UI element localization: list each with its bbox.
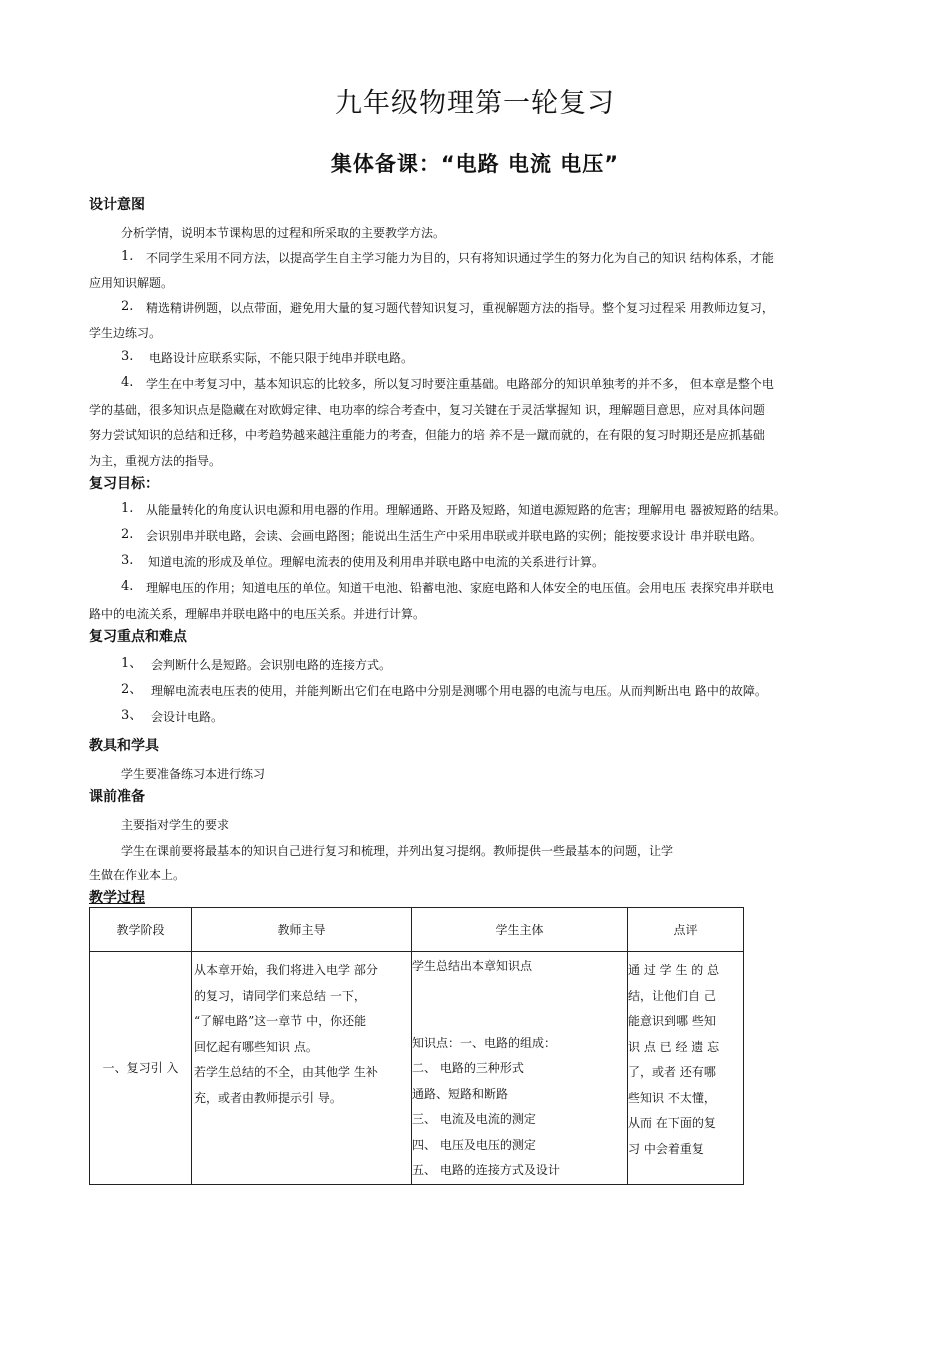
comment-line: 从而 在下面的复 bbox=[628, 1116, 716, 1130]
student-line: 五、 电路的连接方式及设计 bbox=[412, 1163, 560, 1177]
comment-line: 了，或者 还有哪 bbox=[628, 1065, 716, 1079]
goal-item-line: 会识别串并联电路，会读、会画电路图；能说出生活生产中采用串联或并联电路的实例；能按要求设计 串并联电路。 bbox=[146, 529, 762, 543]
keypoint-number: 3、 bbox=[121, 708, 143, 723]
student-line: 三、 电流及电流的测定 bbox=[412, 1112, 536, 1126]
stage-cell bbox=[90, 952, 192, 1185]
design-item-line: 学生在中考复习中，基本知识忘的比较多，所以复习时要注重基础。电路部分的知识单独考的并不多， 但本章是整个电 bbox=[146, 377, 774, 391]
keypoint-text: 会设计电路。 bbox=[151, 710, 224, 724]
comment-line: 通 过 学 生 的 总 bbox=[628, 963, 720, 977]
design-intro: 分析学情，说明本节课构思的过程和所采取的主要教学方法。 bbox=[121, 226, 446, 240]
design-item-line: 不同学生采用不同方法，以提高学生自主学习能力为目的，只有将知识通过学生的努力化为自己的知识 结构体系，才能 bbox=[146, 251, 774, 265]
document-subtitle: 集体备课：“电路 电流 电压” bbox=[330, 152, 620, 176]
keypoint-number: 2、 bbox=[121, 682, 143, 697]
comment-line: 习 中会着重复 bbox=[628, 1141, 704, 1156]
teacher-line: 充，或者由教师提示引 导。 bbox=[194, 1090, 342, 1105]
design-item-number: 2. bbox=[121, 299, 134, 314]
student-cell bbox=[412, 952, 628, 1185]
goal-item-line: 理解电压的作用；知道电压的单位。知道干电池、铅蓄电池、家庭电路和人体安全的电压值。会用电压 表探究串并联电 bbox=[146, 581, 774, 595]
comment-line: 结，让他们自 己 bbox=[628, 988, 716, 1003]
column-header-teacher: 教师主导 bbox=[192, 908, 412, 952]
keypoint-number: 1、 bbox=[121, 656, 143, 671]
student-line bbox=[412, 1005, 627, 1031]
section-heading-prep: 课前准备 bbox=[89, 789, 145, 805]
section-heading-keypoints: 复习重点和难点 bbox=[89, 629, 187, 645]
student-line: 学生总结出本章知识点 bbox=[412, 959, 533, 973]
design-item-number: 1. bbox=[121, 249, 134, 264]
prep-line: 生做在作业本上。 bbox=[89, 868, 186, 882]
comment-line: 能意识到哪 些知 bbox=[628, 1014, 716, 1028]
student-line: 知识点：一、电路的组成： bbox=[412, 1035, 557, 1050]
comment-line: 识 点 已 经 遗 忘 bbox=[628, 1039, 720, 1054]
design-item-number: 3. bbox=[121, 349, 134, 364]
tools-text: 学生要准备练习本进行练习 bbox=[121, 767, 266, 781]
table-header-row bbox=[90, 908, 744, 952]
design-item-line: 学生边练习。 bbox=[89, 326, 162, 340]
goal-item-line: 知道电流的形成及单位。理解电流表的使用及利用串并联电路中电流的关系进行计算。 bbox=[148, 555, 605, 569]
stage-text: 一、复习引 入 bbox=[102, 1061, 179, 1076]
goal-item-number: 3. bbox=[121, 553, 134, 568]
design-item-line: 为主，重视方法的指导。 bbox=[89, 454, 222, 468]
student-line bbox=[412, 980, 627, 1006]
teacher-line: 从本章开始，我们将进入电学 部分 bbox=[194, 963, 378, 977]
column-header-stage: 教学阶段 bbox=[90, 908, 192, 952]
design-item-line: 精选精讲例题，以点带面，避免用大量的复习题代替知识复习，重视解题方法的指导。整个复习过程采 用教师边复习， bbox=[146, 301, 774, 315]
design-item-line: 电路设计应联系实际，不能只限于纯串并联电路。 bbox=[149, 351, 414, 365]
section-heading-design: 设计意图 bbox=[89, 197, 145, 213]
teacher-line: “了解电路”这一章节 中，你还能 bbox=[194, 1014, 367, 1028]
student-line: 四、 电压及电压的测定 bbox=[412, 1137, 536, 1152]
table-row bbox=[90, 952, 744, 1185]
student-line: 通路、短路和断路 bbox=[412, 1086, 509, 1101]
design-item-line: 应用知识解题。 bbox=[89, 276, 174, 290]
design-item-number: 4. bbox=[121, 375, 134, 390]
goal-item-number: 2. bbox=[121, 527, 134, 542]
prep-line: 学生在课前要将最基本的知识自己进行复习和梳理，并列出复习提纲。教师提供一些最基本的问题，让学 bbox=[121, 844, 674, 858]
teacher-line: 回忆起有哪些知识 点。 bbox=[194, 1039, 318, 1054]
design-item-line: 学的基础，很多知识点是隐藏在对欧姆定律、电功率的综合考查中，复习关键在于灵活掌握知 识，理解题目意思，应对具体问题 bbox=[89, 403, 765, 417]
teacher-line: 的复习，请同学们来总结 一下， bbox=[194, 988, 366, 1003]
column-header-comment: 点评 bbox=[628, 908, 744, 952]
goal-item-line: 路中的电流关系，理解串并联电路中的电压关系。并进行计算。 bbox=[89, 607, 426, 621]
goal-item-line: 从能量转化的角度认识电源和用电器的作用。理解通路、开路及短路，知道电源短路的危害；理解用电 器被短路的结果。 bbox=[146, 503, 786, 517]
teaching-process-table bbox=[89, 907, 744, 1185]
comment-cell bbox=[628, 952, 744, 1185]
keypoint-text: 会判断什么是短路。会识别电路的连接方式。 bbox=[151, 658, 392, 672]
section-heading-goals: 复习目标： bbox=[89, 476, 159, 492]
section-heading-tools: 教具和学具 bbox=[89, 738, 159, 754]
column-header-student: 学生主体 bbox=[412, 908, 628, 952]
teacher-line: 若学生总结的不全，由其他学 生补 bbox=[194, 1065, 378, 1079]
comment-line: 些知识 不太懂， bbox=[628, 1090, 716, 1105]
design-item-line: 努力尝试知识的总结和迁移，中考趋势越来越注重能力的考查，但能力的培 养不是一蹴而就的，在有限的复习时期还是应抓基础 bbox=[89, 428, 765, 442]
student-line: 二、 电路的三种形式 bbox=[412, 1061, 524, 1075]
keypoint-text: 理解电流表电压表的使用，并能判断出它们在电路中分别是测哪个用电器的电流与电压。从而判断出电 路中的故障。 bbox=[151, 684, 767, 698]
document-title: 九年级物理第一轮复习 bbox=[335, 88, 615, 119]
goal-item-number: 4. bbox=[121, 579, 134, 594]
prep-line: 主要指对学生的要求 bbox=[121, 818, 230, 832]
teacher-cell bbox=[192, 952, 412, 1185]
section-heading-process: 教学过程 bbox=[89, 890, 145, 906]
goal-item-number: 1. bbox=[121, 501, 134, 516]
